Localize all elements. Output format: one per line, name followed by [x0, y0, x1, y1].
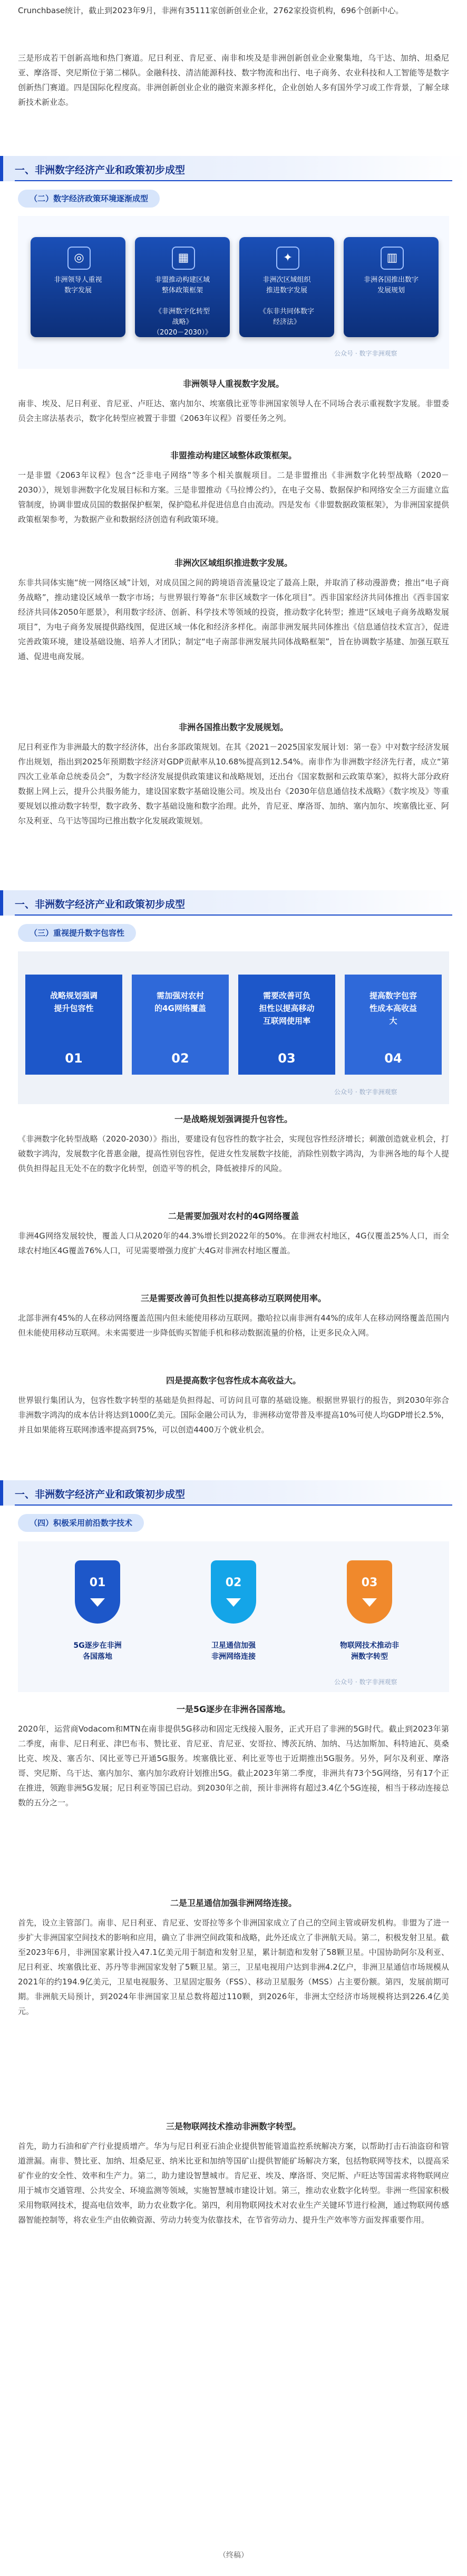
sub-heading: 非盟推动构建区域整体政策框架。 — [170, 450, 297, 460]
item-label: 5G逐步在非洲 各国落地 — [73, 1641, 122, 1661]
item-number: 02 — [225, 1576, 242, 1589]
item-badge-1 — [75, 1560, 120, 1624]
chevron-down-icon — [90, 1598, 105, 1607]
item-badge-3 — [347, 1560, 392, 1624]
section-title: 一、非洲数字经济产业和政策初步成型 — [15, 899, 186, 910]
section-header-1 — [0, 156, 467, 181]
paragraph: 一是非盟《2063年议程》包含“泛非电子网络”等多个相关旗舰项目。二是非盟推出《非洲数字化转型战略（2020－2030）》，规划非洲数字化发展目标和方案。三是非盟推动《马拉博公约》，在电子交易、数据保护和网络安全三方面建立监管制度，协调非盟成员国的数据保护框架，保护隐私并促进信息自由流动。四是发布《非盟数据政策框架》，为非洲国家提供政策框架参考，为数据产业和数据经济创造有利政策环境。 — [18, 470, 449, 524]
section-header-3 — [0, 1480, 467, 1506]
watermark: 公众号 · 数字非洲观察 — [334, 1678, 397, 1686]
item-badge-2 — [211, 1560, 256, 1624]
paragraph: 非洲4G网络发展较快，覆盖人口从2020年的44.3%增长到2022年的50%。在非洲农村地区，4G仅覆盖25%人口，而全球农村地区4G覆盖76%人口，可见需要增强力度扩大4G对非洲农村地区覆盖。 — [18, 1231, 449, 1255]
card-number: 01 — [65, 1051, 83, 1066]
inclusion-card-3 — [238, 975, 335, 1075]
intro-paragraph-1: Crunchbase统计，截止到2023年9月，非洲有35111家创新创业企业，2762家投资机构，696个创新中心。 — [18, 6, 404, 15]
card-number: 04 — [384, 1051, 402, 1066]
sub-heading: 一是5G逐步在非洲各国落地。 — [176, 1704, 291, 1714]
inclusion-card-4 — [345, 975, 442, 1075]
paragraph: 首先，设立主管部门。南非、尼日利亚、肯尼亚、安哥拉等多个非洲国家成立了自己的空间主管或研发机构。非盟为了进一步扩大非洲国家空间技术的影响和应用，确立了非洲空间政策和战略，此外还成立了非洲航天局。第二，积极发射卫星。截至2023年6月，非洲国家累计投入47.1亿美元用于制造和发射卫星，累计制造和发射了58颗卫星。中国协助阿尔及利亚、尼日利亚、埃塞俄比亚、苏丹等非洲国家发射了5颗卫星。第三，卫星电视用户达到非洲4.2亿户，非洲卫星通信市场规模从2021年的约194.9亿美元，卫星电视服务、卫星固定服务（FSS）、移动卫星服务（MSS）占主要份额。第四，发展前期可期。非洲航天局预计，到2024年非洲国家卫星总数将超过110颗，到2026年，非洲太空经济市场规模将达到226.4亿美元。 — [18, 1918, 449, 2016]
paragraph: 世界银行集团认为，包容性数字转型的基础是负担得起、可访问且可靠的基础设施。根据世界银行的报告，到2030年弥合非洲数字鸿沟的成本估计将达到1000亿美元。国际金融公司认为，非洲移动宽带普及率提高10%可使人均GDP增长2.5%，并且如果能将互联网渗透率提高到75%，可以创造4400万个就业机会。 — [18, 1395, 449, 1434]
policy-card-national — [344, 237, 439, 337]
paragraph: 《非洲数字化转型战略（2020-2030）》指出，要建设有包容性的数字社会，实现包容性经济增长；刺激创造就业机会，打破数字鸿沟，发展数字化普惠金融，提高性别包容性，促进女性发展数字技能，消除性别数字鸿沟，为非洲各地的每个人提供负担得起且无处不在的数字化转型，创造平等的机会，降低被排斥的风险。 — [18, 1134, 449, 1173]
section-title: 一、非洲数字经济产业和政策初步成型 — [15, 164, 186, 176]
sub-heading: 三是物联网技术推动非洲数字转型。 — [166, 2121, 301, 2131]
item-label: 物联网技术推动非 洲数字转型 — [340, 1641, 399, 1661]
sub-heading: 非洲各国推出数字发展规划。 — [178, 722, 288, 732]
sub-heading: 一是战略规划强调提升包容性。 — [174, 1114, 293, 1124]
card-number: 02 — [171, 1051, 189, 1066]
sub-heading: 非洲次区域组织推进数字发展。 — [174, 558, 293, 568]
sub-heading: 三是需要改善可负担性以提高移动互联网使用率。 — [140, 1293, 326, 1303]
sub-heading: 非洲领导人重视数字发展。 — [182, 379, 284, 389]
subsection-pill-4: （四）积极采用前沿数字技术 — [18, 1514, 144, 1532]
card-label: 非洲领导人重视 数字发展 — [54, 276, 102, 294]
policy-card-leaders — [31, 237, 125, 337]
card-label: 非洲各国推出数字 发展规划 — [363, 276, 419, 294]
section-title: 一、非洲数字经济产业和政策初步成型 — [15, 1489, 186, 1500]
policy-card-regional — [239, 237, 334, 337]
end-mark: （终稿） — [219, 2551, 248, 2560]
watermark: 公众号 · 数字非洲观察 — [334, 1088, 397, 1096]
inclusiveness-figure — [18, 951, 449, 1104]
subsection-pill-2: （二）数字经济政策环境逐渐成型 — [18, 190, 160, 208]
frontier-tech-figure — [18, 1541, 449, 1692]
bars-icon: ▥ — [381, 247, 404, 270]
paragraph: 尼日利亚作为非洲最大的数字经济体，出台多部政策规划。在其《2021－2025国家发展计划：第一卷》中对数字经济发展作出规划，指出到2025年预期数字经济对GDP贡献率从10.68%提高到12.54%。南非作为非洲数字经济先行者，成立“第四次工业革命总统委员会”，为数字经济发展提供政策建议和战略规划，还出台《国家数据和云政策草案》，拟将大部分政府数据上网上云，提升公共服务能力，建设国家数字基础设施公司。埃及出台《2030年信息通信技术战略》《数字埃及》等重要规划以推动数字转型，数字政务、数字基础设施和数字治理。此外，肯尼亚、摩洛哥、加纳、塞内加尔、埃塞俄比亚、阿尔及利亚、乌干达等国均已推出数字化发展政策规划。 — [18, 742, 449, 825]
paragraph: 北部非洲有45%的人在移动网络覆盖范围内但未能使用移动互联网。撒哈拉以南非洲有44%的成年人在移动网络覆盖范围内但未能使用移动互联网。未来需要进一步降低购买智能手机和移动数据流量的价格，让更多民众入网。 — [18, 1313, 449, 1338]
card-label: 非洲次区域组织 推进数字发展 《东非共同体数字 经济法》 — [259, 276, 314, 326]
sub-heading: 二是需要加强对农村的4G网络覆盖 — [168, 1211, 299, 1221]
card-label: 战略规划强调 提升包容性 — [50, 991, 98, 1013]
chart-icon: ▦ — [172, 247, 195, 270]
card-label: 非盟推动构建区域 整体政策框架 《非洲数字化转型 战略》 （2020－2030）》 — [153, 276, 212, 337]
item-number: 03 — [361, 1576, 378, 1589]
card-number: 03 — [278, 1051, 296, 1066]
inclusion-card-2 — [132, 975, 229, 1075]
paragraph: 首先，助力石油和矿产行业提质增产。华为与尼日利亚石油企业提供智能管道监控系统解决方案，以帮助打击石油盗窃和管道泄漏。南非、赞比亚、加纳、坦桑尼亚、纳米比亚和加纳等国矿山提供智能矿场解决方案，包括物联网等技术，以提高采矿作业的安全性、效率和生产力。第二，助力建设智慧城市。肯尼亚、埃及、摩洛哥、突尼斯、卢旺达等国需求将物联网应用于城市交通管理、公共安全、环境监测等领域，实施智慧城市建设计划。第三，推动农业数字化转型。非洲一些国家积极采用物联网技术，提高电信效率，助力农业数字化。第四，利用物联网技术对农业生产关键环节进行检测，通过物联网传感器智能控制等，将农业生产由依赖资源、劳动力转变为依靠技术，在节省劳动力、提升生产效率等方面发挥重要作用。 — [18, 2141, 449, 2225]
item-number: 01 — [89, 1576, 106, 1589]
paragraph: 2020年，运营商Vodacom和MTN在南非提供5G移动和固定无线接入服务，正式开启了非洲的5G时代。截止到2023年第二季度，南非、尼日利亚、津巴布韦、赞比亚、肯尼亚、肯尼亚、安哥拉、博茨瓦纳、加纳、马达加斯加、科特迪瓦、莫桑比克、埃及、塞舌尔、冈比亚等已开通5G服务。埃塞俄比亚、利比亚等也于近期推出5G服务。另外，阿尔及利亚、摩洛哥、突尼斯、乌干达、塞内加尔、塞内加尔政府计划推出5G。截止2023年第二季度，非洲共有73个5G网络，另有17个正在推进，领跑非洲5G发展；尼日利亚等国已启动。到2030年之前，预计非洲将有超过3.4亿个5G连接，相当于移动连接总数的五分之一。 — [18, 1724, 449, 1807]
card-label: 需加强对农村 的4G网络覆盖 — [154, 991, 206, 1013]
item-label: 卫星通信加强 非洲网络连接 — [211, 1641, 256, 1661]
chevron-down-icon — [362, 1598, 377, 1607]
card-label: 提高数字包容 性成本高收益 大 — [369, 991, 417, 1026]
watermark: 公众号 · 数字非洲观察 — [334, 350, 397, 357]
section-header-2 — [0, 890, 467, 916]
inclusion-card-1 — [25, 975, 122, 1075]
lightbulb-icon: ✦ — [276, 247, 299, 270]
subsection-pill-3: （三）重视提升数字包容性 — [18, 924, 136, 942]
chevron-down-icon — [226, 1598, 241, 1607]
paragraph: 南非、埃及、尼日利亚、肯尼亚、卢旺达、塞内加尔、埃塞俄比亚等非洲国家领导人在不同场合表示重视数字发展。非盟委员会主席法基表示，数字化转型应被置于非盟《2063年议程》首要任务之列。 — [18, 399, 449, 423]
intro-paragraph-2: 三是形成若干创新高地和热门赛道。尼日利亚、肯尼亚、南非和埃及是非洲创新创业企业聚集地，乌干达、加纳、坦桑尼亚、摩洛哥、突尼斯位于第二梯队。金融科技、清洁能源科技、数字物流和出行、电子商务、农业科技和人工智能等是数字创新热门赛道。四是国际化程度高。非洲创新创业企业的融资来源多样化，企业创始人多有国外学习或工作背景，了解全球新技术新业态。 — [18, 53, 449, 107]
policy-figure — [18, 216, 449, 369]
globe-icon: ◎ — [67, 247, 91, 270]
sub-heading: 二是卫星通信加强非洲网络连接。 — [170, 1898, 297, 1908]
sub-heading: 四是提高数字包容性成本高收益大。 — [166, 1375, 301, 1385]
policy-card-au — [135, 237, 230, 337]
paragraph: 东非共同体实施“统一网络区域”计划，对成员国之间的跨境语音流量设定了最高上限，并取消了移动漫游费；推出“电子商务战略”，推动建设区域单一数字市场；与世界银行筹备“东非区域数字一体化项目”。西非国家经济共同体推出《西非国家经济共同体2050年愿景》，利用数字经济、创新、科学技术等领域的投资，推动数字化转型；推进“区域电子商务战略发展项目”，为电子商务发展提供路线图，促进区域一体化和经济多样化。南部非洲发展共同体推出《信息通信技术宣言》，促进完善政策环境，建设基础设施、培养人才团队；制定“电子南部非洲发展共同体战略框架”，旨在协调数字基建、加强互联互通、促进电商发展。 — [18, 578, 449, 661]
card-label: 需要改善可负 担性以提高移动 互联网使用率 — [259, 991, 315, 1026]
